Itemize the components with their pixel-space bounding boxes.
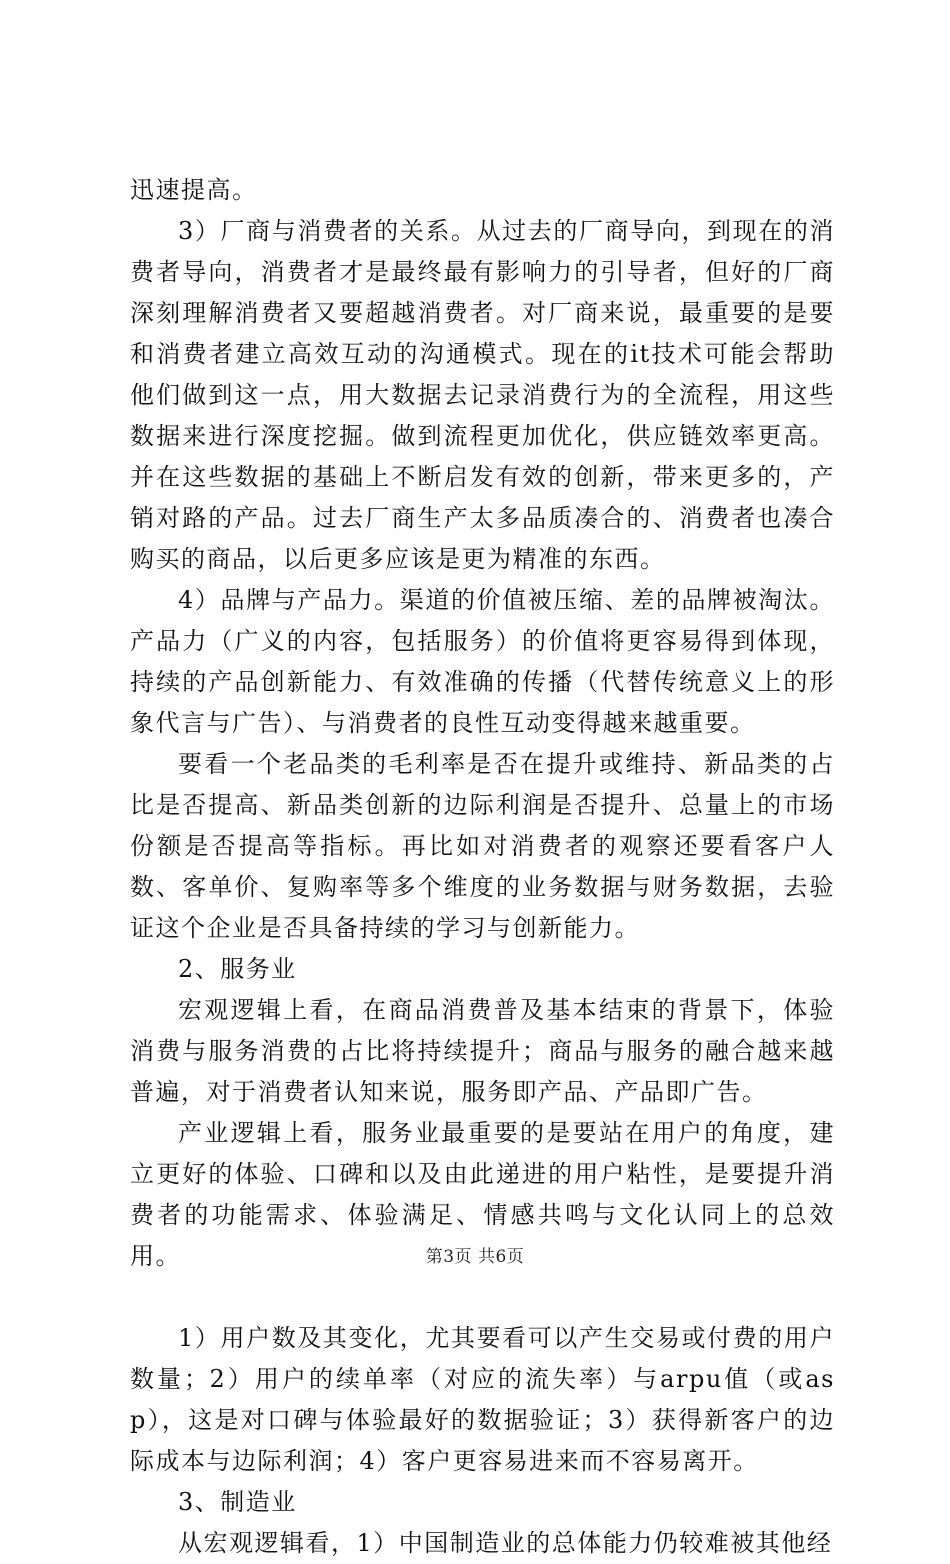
blank-line [130,1277,835,1318]
paragraph-indicators: 要看一个老品类的毛利率是否在提升或维持、新品类的占比是否提高、新品类创新的边际利润是否提升、总量上的市场份额是否提高等指标。再比如对消费者的观察还要看客户人数、客单价、复购率等多个维度的业务数据与财务数据，去验证这个企业是否具备持续的学习与创新能力。 [130,750,835,942]
document-body [130,170,835,1564]
paragraph-manufacturer-consumer: 3）厂商与消费者的关系。从过去的厂商导向，到现在的消费者导向，消费者才是最终最有影响力的引导者，但好的厂商深刻理解消费者又要超越消费者。对厂商来说，最重要的是要和消费者建立高效互动的沟通模式。现在的it技术可能会帮助他们做到这一点，用大数据去记录消费行为的全流程，用这些数据来进行深度挖掘。做到流程更加优化，供应链效率更高。并在这些数据的基础上不断启发有效的创新，带来更多的，产销对路的产品。过去厂商生产太多品质凑合的、消费者也凑合购买的商品，以后更多应该是更为精准的东西。 [130,217,835,573]
section-heading-manufacturing: 3、制造业 [178,1488,297,1516]
paragraph-continuation: 迅速提高。 [130,176,258,204]
paragraph-service-industry: 产业逻辑上看，服务业最重要的是要站在用户的角度，建立更好的体验、口碑和以及由此递进的用户粘性，是要提升消费者的功能需求、体验满足、情感共鸣与文化认同上的总效用。 [130,1119,835,1270]
paragraph-manufacturing-macro: 从宏观逻辑看，1）中国制造业的总体能力仍较难被其他经 [178,1529,833,1557]
paragraph-brand-product: 4）品牌与产品力。渠道的价值被压缩、差的品牌被淘汰。产品力（广义的内容，包括服务）的价值将更容易得到体现，持续的产品创新能力、有效准确的传播（代替传统意义上的形象代言与广告）、与消费者的良性互动变得越来越重要。 [130,586,835,737]
section-heading-service: 2、服务业 [178,955,297,983]
page-footer: 第3页 共6页 [425,1247,525,1267]
paragraph-service-macro: 宏观逻辑上看，在商品消费普及基本结束的背景下，体验消费与服务消费的占比将持续提升；商品与服务的融合越来越普遍，对于消费者认知来说，服务即产品、产品即广告。 [130,996,835,1106]
paragraph-service-metrics: 1）用户数及其变化，尤其要看可以产生交易或付费的用户数量；2）用户的续单率（对应的流失率）与arpu值（或asp），这是对口碑与体验最好的数据验证；3）获得新客户的边际成本与边际利润；4）客户更容易进来而不容易离开。 [130,1324,835,1475]
